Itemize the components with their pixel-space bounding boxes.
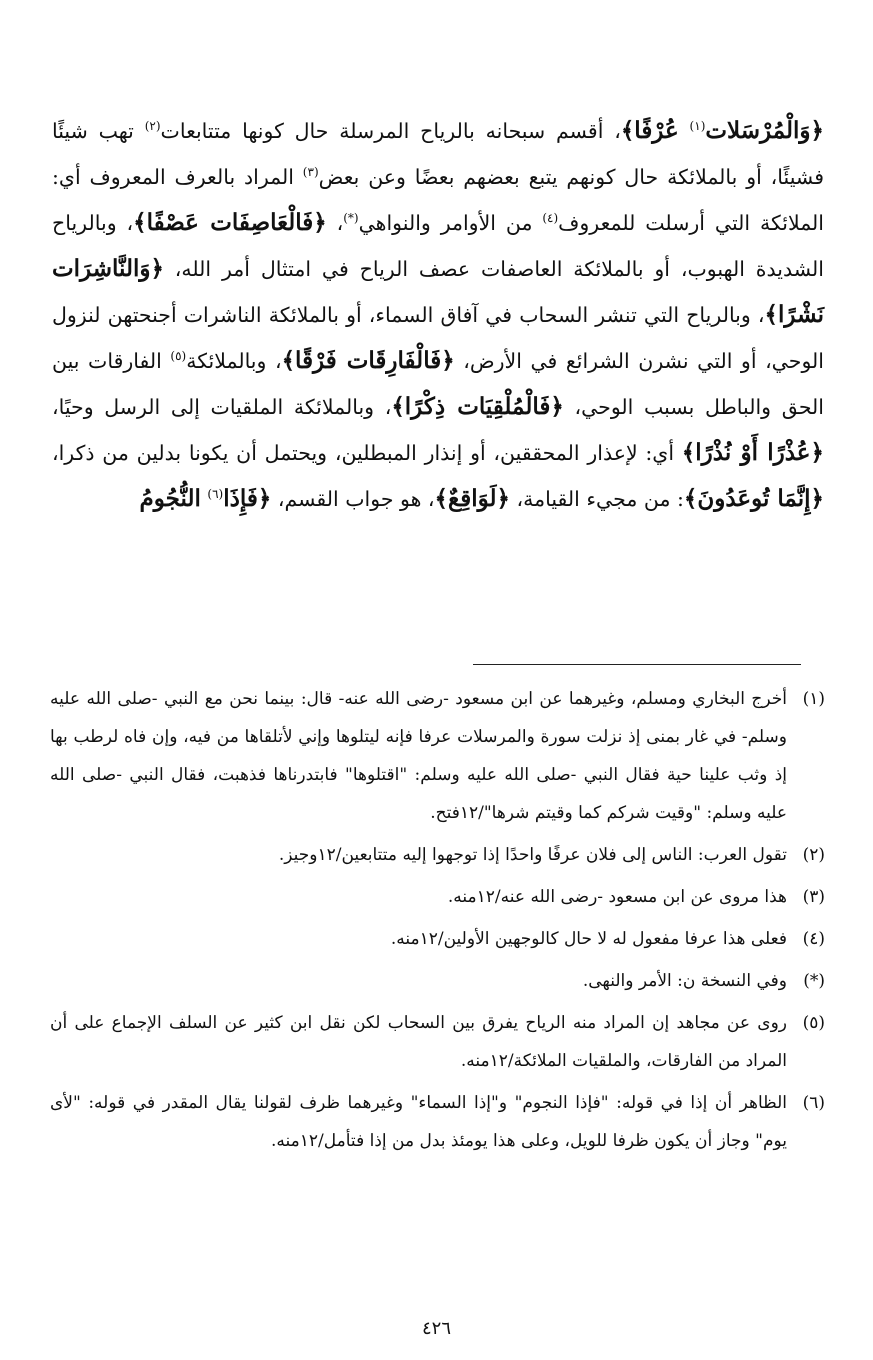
footnote-number: (١) xyxy=(802,689,825,709)
commentary-text: : من مجيء القيامة، xyxy=(510,487,684,511)
commentary-text: أي: لإعذار المحققين، أو إنذار المبطلين، ويحتمل أن يكونا بدلين من ذكرا، xyxy=(52,441,682,465)
footnote xyxy=(50,1084,825,1160)
footnote-number: (٤) xyxy=(802,929,825,949)
footnote-number: (٥) xyxy=(802,1013,825,1033)
commentary-text: ، وبالملائكة xyxy=(186,349,282,373)
footnote-number: (٦) xyxy=(802,1093,825,1113)
commentary-text: من الأوامر والنواهي xyxy=(358,211,543,235)
footnote xyxy=(50,1004,825,1080)
footnote-text: الظاهر أن إذا في قوله: "فإذا النجوم" و"إذا السماء" وغيرهما ظرف لقولنا يقال المقدر في قوله: "لأى يوم" وجاز أن يكون ظرفا للويل، وعلى هذا يومئذ بدل من إذا فتأمل/١٢منه. xyxy=(50,1093,787,1151)
footnote-ref: (٦) xyxy=(207,487,224,502)
footnote-separator xyxy=(473,664,801,665)
commentary-text: المراد بالعرف المعروف أي: الملائكة التي أرسلت للمعروف xyxy=(52,165,825,235)
quran-verse: ﴿فَالْمُلْقِيَات ذِكْرًا﴾ xyxy=(391,393,564,420)
footnote-ref: (٤) xyxy=(542,211,559,226)
footnote-number: (٣) xyxy=(802,887,825,907)
footnote xyxy=(50,962,825,1000)
footnote-text: أخرج البخاري ومسلم، وغيرهما عن ابن مسعود -رضى الله عنه- قال: بينما نحن مع النبي -صلى الله عليه وسلم- في غار بمنى إذ نزلت سورة والمرسلات عرفا فإنه ليتلوها وإني لأتلقاها من فيه، وإن فاه لرطب بها إذ وثب علينا حية فقال النبي -صلى الله عليه وسلم: "اقتلوها" فابتدرناها فذهبت، فقال النبي -صلى الله عليه وسلم: "وقيت شركم كما وقيتم شرها"/١٢فتح. xyxy=(50,689,787,823)
footnote xyxy=(50,920,825,958)
footnote-text: هذا مروى عن ابن مسعود -رضى الله عنه/١٢منه. xyxy=(447,887,787,907)
footnote-text: روى عن مجاهد إن المراد منه الرياح يفرق بين السحاب لكن نقل ابن كثير عن السلف الإجماع على أن المراد من الفارقات، والملقيات الملائكة/١٢منه. xyxy=(50,1013,787,1071)
quran-verse: عُرْفًا﴾ xyxy=(620,117,679,144)
footnote xyxy=(50,680,825,832)
quran-verse: ﴿فَالْفَارِقَات فَرْقًا﴾ xyxy=(281,347,455,374)
commentary-text: تهب شيئًا فشيئًا، أو بالملائكة حال كونهم يتبع بعضهم بعضًا وعن بعض xyxy=(52,119,825,189)
quran-verse: ﴿لَوَاقِعٌ﴾ xyxy=(434,485,511,512)
commentary-text: ، xyxy=(326,211,344,235)
footnote-text: تقول العرب: الناس إلى فلان عرفًا واحدًا إذا توجهوا إليه متتابعين/١٢وجيز. xyxy=(278,845,787,865)
commentary-text: ، وبالرياح الشديدة الهبوب، أو بالملائكة العاصفات عصف الرياح في امتثال أمر الله، xyxy=(52,211,824,281)
commentary-text: ، وبالرياح التي تنشر السحاب في آفاق السماء، أو بالملائكة الناشرات أجنحتهن لنزول الوحي، أو التي نشرن الشرائع في الأرض، xyxy=(52,303,824,373)
quran-verse: ﴿فَإِذَا xyxy=(223,485,272,512)
footnotes xyxy=(50,680,825,1164)
page-number: ٤٢٦ xyxy=(421,1318,451,1339)
footnote-number: (*) xyxy=(803,971,825,991)
commentary-text: الفارقات بين الحق والباطل بسبب الوحي، xyxy=(52,349,824,419)
footnote xyxy=(50,836,825,874)
footnote-ref: (٥) xyxy=(170,349,187,364)
footnote-ref: (١) xyxy=(689,119,706,134)
commentary-text: ، أقسم سبحانه بالرياح المرسلة حال كونها متتابعات xyxy=(160,119,621,143)
quran-verse: ﴿وَالنَّاشِرَات نَشْرًا﴾ xyxy=(52,255,824,328)
footnote-ref: (٣) xyxy=(302,165,319,180)
main-paragraph xyxy=(52,108,824,522)
footnote-text: فعلى هذا عرفا مفعول له لا حال كالوجهين الأولين/١٢منه. xyxy=(390,929,787,949)
footnote-ref: (٢) xyxy=(144,119,161,134)
quran-verse: ﴿عُذْرًا أَوْ نُذْرًا﴾ xyxy=(681,439,824,466)
footnote-ref: (*) xyxy=(343,211,359,226)
quran-verse: ﴿إِنَّمَا تُوعَدُونَ﴾ xyxy=(683,485,824,512)
commentary-text: ، هو جواب القسم، xyxy=(271,487,435,511)
main-text xyxy=(52,108,824,522)
quran-verse: ﴿فَالْعَاصِفَات عَصْفًا﴾ xyxy=(133,209,327,236)
quran-verse: ﴿وَالْمُرْسَلات xyxy=(705,117,824,144)
footnote xyxy=(50,878,825,916)
footnote-number: (٢) xyxy=(802,845,825,865)
commentary-text: ، وبالملائكة الملقيات إلى الرسل وحيًا، xyxy=(52,395,392,419)
footnote-text: وفي النسخة ن: الأمر والنهى. xyxy=(582,971,787,991)
quran-verse: النُّجُومُ xyxy=(139,485,201,512)
